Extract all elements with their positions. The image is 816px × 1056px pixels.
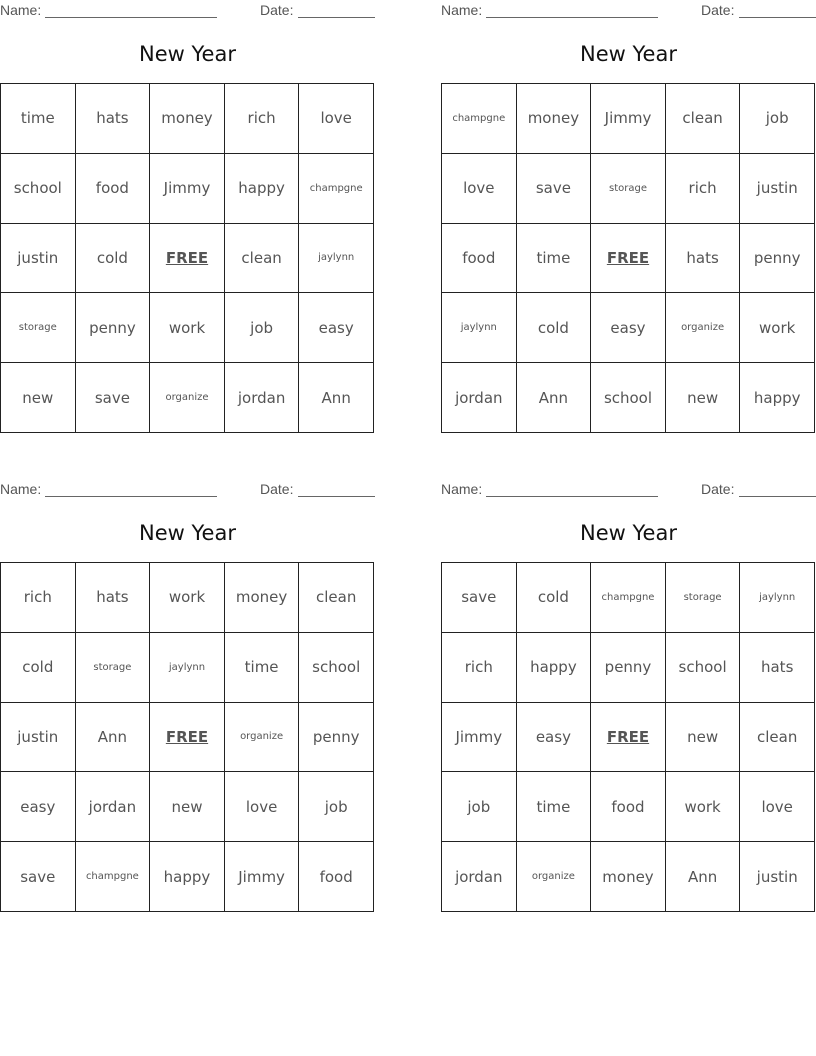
bingo-cell[interactable]: happy	[150, 842, 225, 912]
bingo-cell[interactable]: new	[666, 363, 741, 433]
bingo-cell[interactable]: time	[1, 84, 76, 154]
date-field[interactable]	[739, 481, 816, 497]
bingo-cell[interactable]: jaylynn	[299, 224, 374, 294]
bingo-cell[interactable]: rich	[1, 563, 76, 633]
date-label: Date:	[701, 2, 735, 18]
bingo-cell[interactable]: penny	[76, 293, 151, 363]
bingo-cell[interactable]: food	[76, 154, 151, 224]
bingo-cell[interactable]: money	[591, 842, 666, 912]
date-field[interactable]	[298, 2, 375, 18]
bingo-cell[interactable]: clean	[225, 224, 300, 294]
bingo-cell[interactable]: happy	[517, 633, 592, 703]
bingo-card	[441, 0, 816, 433]
bingo-cell[interactable]: champgne	[76, 842, 151, 912]
bingo-cell[interactable]: save	[76, 363, 151, 433]
name-label: Name:	[441, 2, 483, 18]
bingo-cell[interactable]: new	[1, 363, 76, 433]
bingo-cell[interactable]: Jimmy	[591, 84, 666, 154]
bingo-card	[0, 0, 375, 433]
name-field[interactable]	[486, 2, 658, 18]
bingo-cell[interactable]: easy	[517, 703, 592, 773]
bingo-cell[interactable]: easy	[299, 293, 374, 363]
bingo-cell[interactable]: jordan	[76, 772, 151, 842]
bingo-card	[441, 479, 816, 912]
bingo-cell[interactable]: justin	[740, 842, 815, 912]
date-label: Date:	[260, 2, 294, 18]
bingo-cell[interactable]: storage	[76, 633, 151, 703]
name-label: Name:	[441, 481, 483, 497]
bingo-cell[interactable]: hats	[666, 224, 741, 294]
bingo-card	[0, 479, 375, 912]
name-label: Name:	[0, 2, 42, 18]
bingo-cell[interactable]: Jimmy	[442, 703, 517, 773]
card-title: New Year	[580, 42, 677, 66]
bingo-cell[interactable]: rich	[225, 84, 300, 154]
name-field[interactable]	[486, 481, 658, 497]
bingo-cell[interactable]: love	[740, 772, 815, 842]
bingo-cell[interactable]: clean	[299, 563, 374, 633]
bingo-cell[interactable]: jaylynn	[442, 293, 517, 363]
bingo-cell[interactable]: cold	[76, 224, 151, 294]
bingo-cell[interactable]: organize	[150, 363, 225, 433]
bingo-cell[interactable]: justin	[740, 154, 815, 224]
bingo-cell[interactable]: Jimmy	[225, 842, 300, 912]
bingo-cell[interactable]: Ann	[299, 363, 374, 433]
bingo-cell[interactable]: Ann	[76, 703, 151, 773]
bingo-cell[interactable]: storage	[591, 154, 666, 224]
bingo-cell[interactable]: champgne	[442, 84, 517, 154]
bingo-cell[interactable]: Jimmy	[150, 154, 225, 224]
bingo-cell[interactable]: job	[442, 772, 517, 842]
bingo-cell[interactable]: Ann	[666, 842, 741, 912]
bingo-cell[interactable]: rich	[666, 154, 741, 224]
card-title: New Year	[580, 521, 677, 545]
bingo-cell[interactable]: jaylynn	[150, 633, 225, 703]
bingo-cell[interactable]: love	[299, 84, 374, 154]
bingo-cell[interactable]: easy	[591, 293, 666, 363]
bingo-cell[interactable]: food	[299, 842, 374, 912]
bingo-cell[interactable]: cold	[517, 293, 592, 363]
bingo-cell[interactable]: organize	[225, 703, 300, 773]
bingo-cell[interactable]: cold	[1, 633, 76, 703]
bingo-grid	[441, 83, 815, 433]
bingo-cell[interactable]: hats	[76, 563, 151, 633]
bingo-grid	[0, 562, 374, 912]
free-cell[interactable]: FREE	[150, 224, 225, 294]
bingo-cell[interactable]: time	[517, 772, 592, 842]
bingo-cell[interactable]: work	[666, 772, 741, 842]
date-label: Date:	[701, 481, 735, 497]
bingo-cell[interactable]: job	[225, 293, 300, 363]
bingo-cell[interactable]: penny	[591, 633, 666, 703]
bingo-cell[interactable]: food	[591, 772, 666, 842]
bingo-cell[interactable]: storage	[666, 563, 741, 633]
bingo-cell[interactable]: organize	[666, 293, 741, 363]
bingo-cell[interactable]: save	[442, 563, 517, 633]
bingo-cell[interactable]: money	[225, 563, 300, 633]
bingo-cell[interactable]: rich	[442, 633, 517, 703]
card-title: New Year	[139, 521, 236, 545]
bingo-cell[interactable]: work	[150, 293, 225, 363]
bingo-cell[interactable]: job	[740, 84, 815, 154]
card-header	[0, 481, 375, 499]
bingo-cell[interactable]: job	[299, 772, 374, 842]
bingo-cell[interactable]: jordan	[442, 842, 517, 912]
bingo-cell[interactable]: jordan	[225, 363, 300, 433]
bingo-cell[interactable]: save	[1, 842, 76, 912]
date-label: Date:	[260, 481, 294, 497]
bingo-cell[interactable]: school	[666, 633, 741, 703]
bingo-cell[interactable]: hats	[740, 633, 815, 703]
free-cell[interactable]: FREE	[150, 703, 225, 773]
bingo-cell[interactable]: school	[1, 154, 76, 224]
bingo-cell[interactable]: time	[517, 224, 592, 294]
date-field[interactable]	[739, 2, 816, 18]
bingo-cell[interactable]: work	[150, 563, 225, 633]
bingo-cell[interactable]: new	[666, 703, 741, 773]
bingo-cell[interactable]: jordan	[442, 363, 517, 433]
bingo-cell[interactable]: penny	[299, 703, 374, 773]
bingo-grid	[441, 562, 815, 912]
bingo-cell[interactable]: jaylynn	[740, 563, 815, 633]
bingo-cell[interactable]: money	[150, 84, 225, 154]
bingo-cell[interactable]: easy	[1, 772, 76, 842]
bingo-cell[interactable]: happy	[740, 363, 815, 433]
bingo-grid	[0, 83, 374, 433]
date-field[interactable]	[298, 481, 375, 497]
free-cell[interactable]: FREE	[591, 224, 666, 294]
bingo-cell[interactable]: justin	[1, 224, 76, 294]
bingo-cell[interactable]: storage	[1, 293, 76, 363]
bingo-cell[interactable]: love	[225, 772, 300, 842]
bingo-cell[interactable]: champgne	[591, 563, 666, 633]
bingo-cell[interactable]: justin	[1, 703, 76, 773]
bingo-cell[interactable]: clean	[666, 84, 741, 154]
bingo-cell[interactable]: time	[225, 633, 300, 703]
bingo-cell[interactable]: happy	[225, 154, 300, 224]
bingo-cell[interactable]: love	[442, 154, 517, 224]
bingo-cell[interactable]: money	[517, 84, 592, 154]
name-field[interactable]	[45, 481, 217, 497]
card-title: New Year	[139, 42, 236, 66]
name-label: Name:	[0, 481, 42, 497]
card-header	[0, 2, 375, 20]
bingo-cell[interactable]: cold	[517, 563, 592, 633]
bingo-cell[interactable]: champgne	[299, 154, 374, 224]
bingo-cell[interactable]: clean	[740, 703, 815, 773]
card-header	[441, 2, 816, 20]
bingo-cell[interactable]: organize	[517, 842, 592, 912]
bingo-cell[interactable]: save	[517, 154, 592, 224]
bingo-cell[interactable]: penny	[740, 224, 815, 294]
bingo-cell[interactable]: work	[740, 293, 815, 363]
bingo-cell[interactable]: school	[591, 363, 666, 433]
bingo-cell[interactable]: Ann	[517, 363, 592, 433]
bingo-cell[interactable]: school	[299, 633, 374, 703]
bingo-cell[interactable]: new	[150, 772, 225, 842]
bingo-cell[interactable]: food	[442, 224, 517, 294]
name-field[interactable]	[45, 2, 217, 18]
bingo-cell[interactable]: hats	[76, 84, 151, 154]
card-header	[441, 481, 816, 499]
free-cell[interactable]: FREE	[591, 703, 666, 773]
